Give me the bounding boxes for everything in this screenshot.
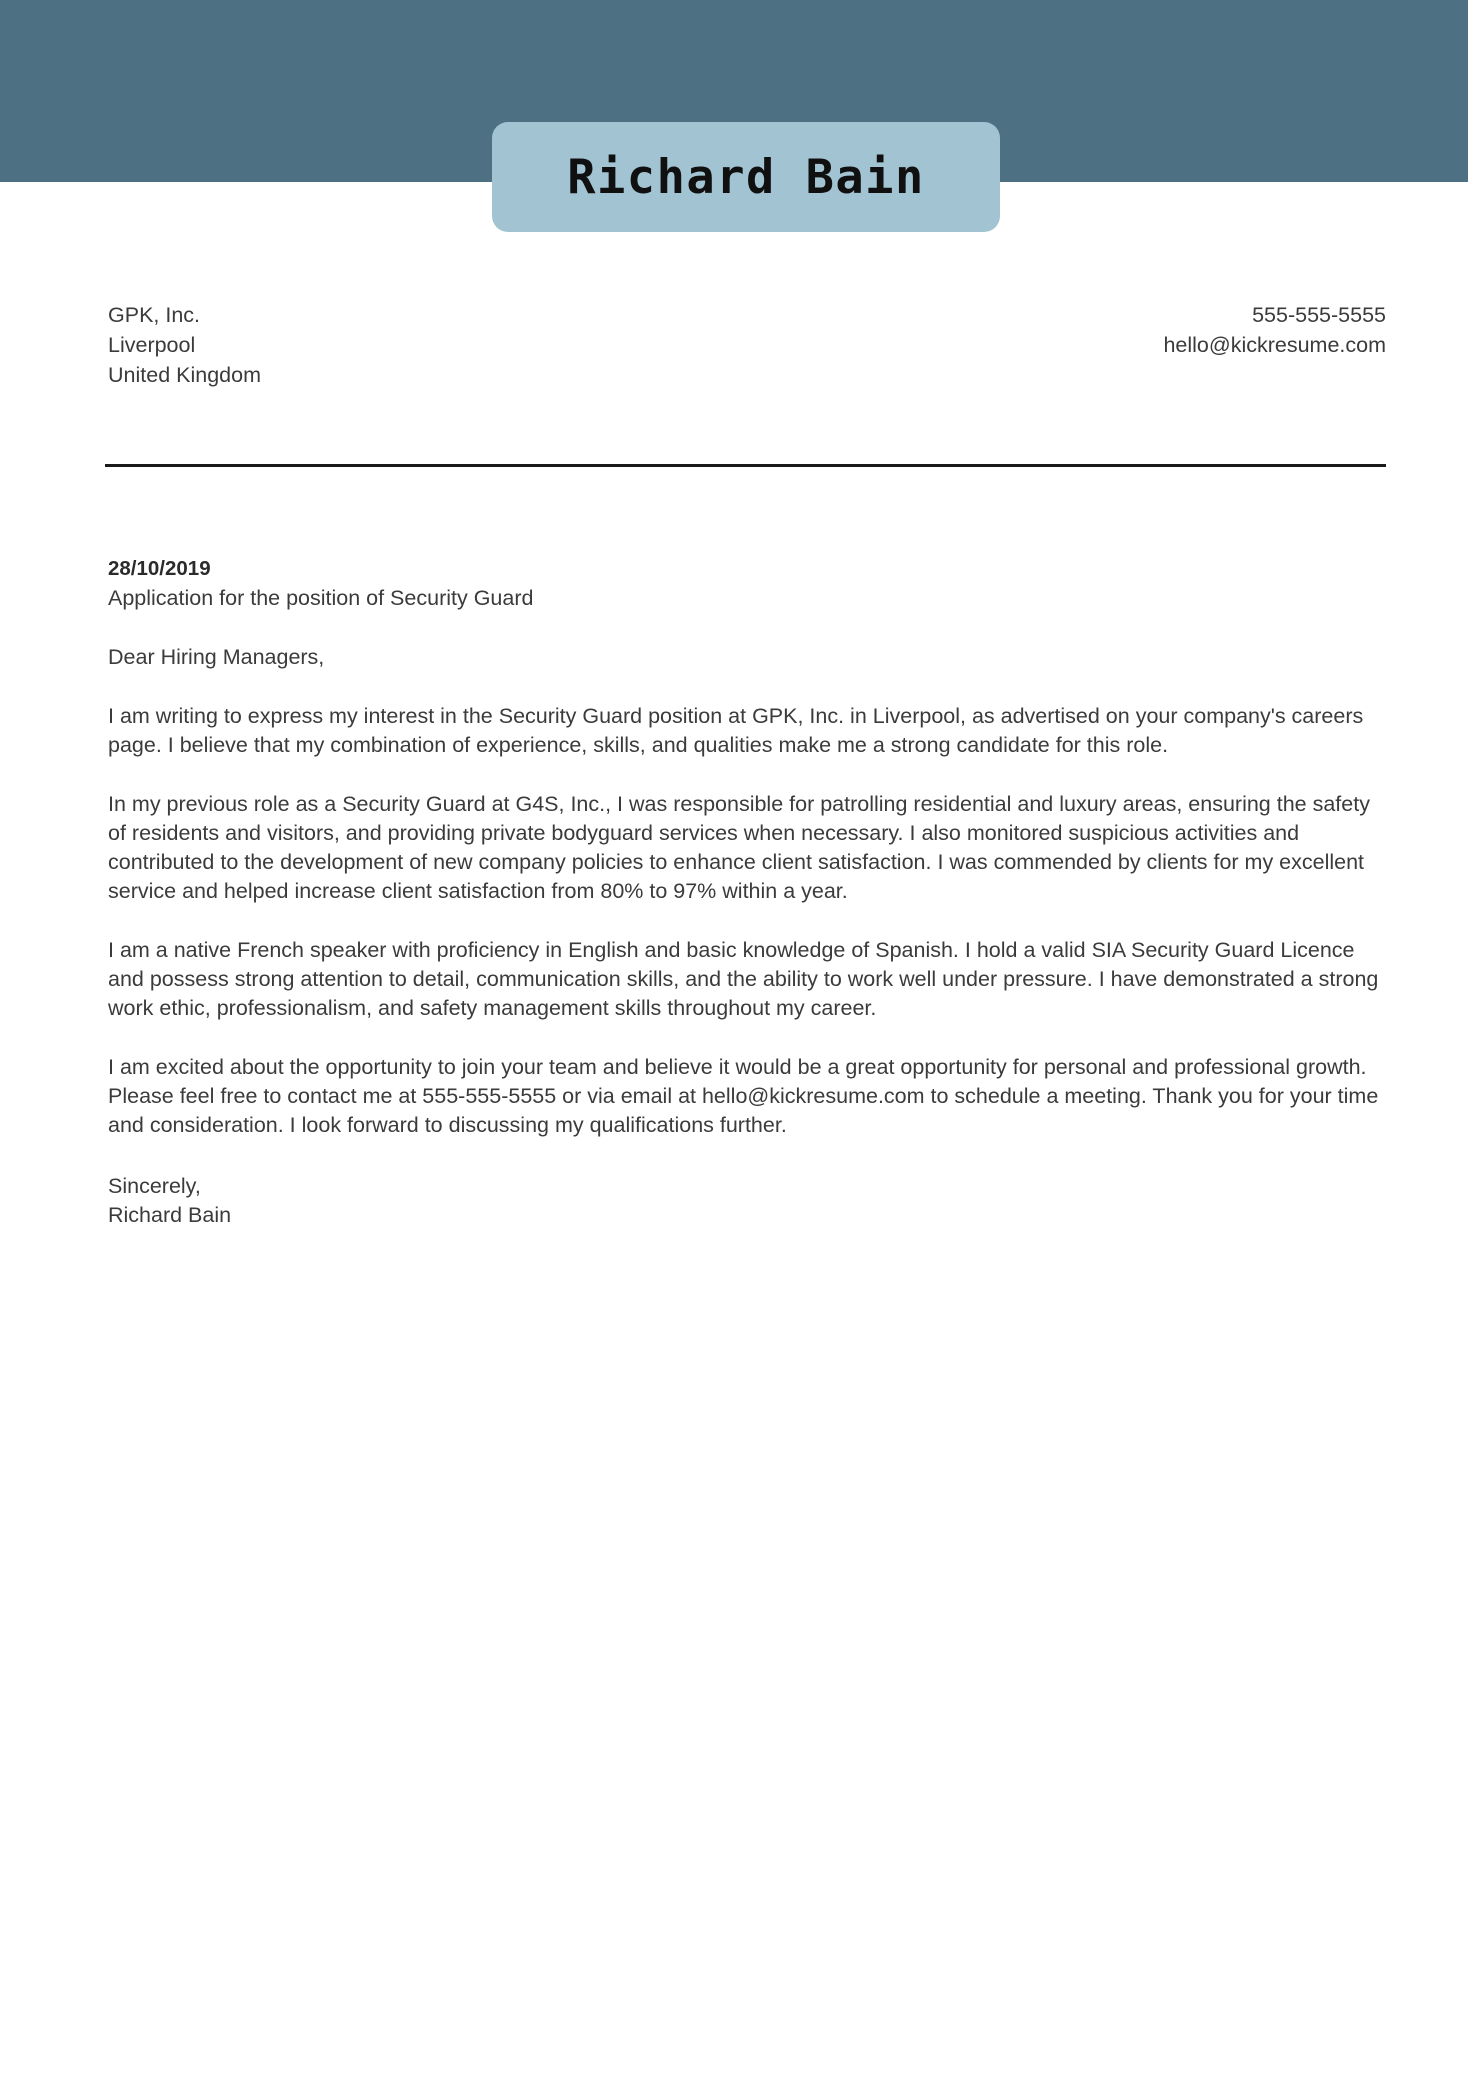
meta-row (108, 300, 1386, 390)
recipient-country: United Kingdom (108, 363, 261, 387)
contact-email: hello@kickresume.com (1163, 333, 1386, 357)
letter-closing-block (108, 1172, 1386, 1230)
header-divider-rule (105, 464, 1386, 467)
recipient-city: Liverpool (108, 333, 196, 357)
recipient-address-block (108, 300, 261, 390)
letter-closing: Sincerely, (108, 1174, 201, 1198)
recipient-company: GPK, Inc. (108, 303, 201, 327)
letter-paragraph: In my previous role as a Security Guard at G4S, Inc., I was responsible for patrolling residential and luxury areas, ensuring the safety of residents and visitors, and providing private bodyguard services when necessary. I also monitored suspicious activities and contributed to the development of new company policies to enhance client satisfaction. I was commended by clients for my excellent service and helped increase client satisfaction from 80% to 97% within a year. (108, 792, 1370, 903)
letter-paragraph: I am writing to express my interest in the Security Guard position at GPK, Inc. in Liverpool, as advertised on your company's careers page. I believe that my combination of experience, skills, and qualities make me a strong candidate for this role. (108, 704, 1364, 757)
letter-signature: Richard Bain (108, 1203, 232, 1227)
letter-paragraph: I am a native French speaker with proficiency in English and basic knowledge of Spanish. I hold a valid SIA Security Guard Licence and possess strong attention to detail, communication skills, and the ability to work well under pressure. I have demonstrated a strong work ethic, professionalism, and safety management skills throughout my career. (108, 938, 1379, 1020)
name-badge (492, 122, 1000, 232)
letter-subject: Application for the position of Security Guard (108, 586, 534, 610)
letter-paragraph: I am excited about the opportunity to join your team and believe it would be a great opportunity for personal and professional growth. Please feel free to contact me at 555-555-5555 or via email at hello@kickresume.com to schedule a meeting. Thank you for your time and consideration. I look forward to discussing my qualifications further. (108, 1055, 1379, 1137)
contact-phone: 555-555-5555 (1252, 303, 1386, 327)
letter-salutation: Dear Hiring Managers, (108, 645, 325, 669)
letter-date: 28/10/2019 (108, 557, 211, 580)
letter-body (108, 555, 1386, 1230)
candidate-name: Richard Bain (567, 149, 925, 205)
sender-contact-block (1163, 300, 1386, 360)
